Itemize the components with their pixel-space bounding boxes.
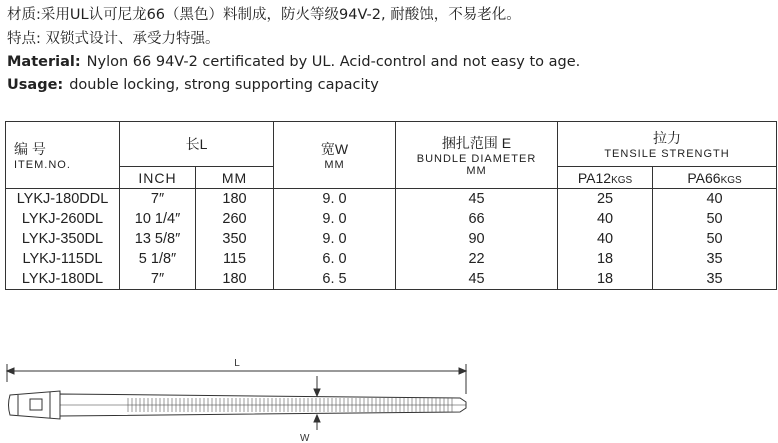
pa12-unit: KGS <box>611 174 633 186</box>
material-cn-text: 采用UL认可尼龙66（黑色）料制成，防火等级94V-2, 耐酸蚀，不易老化。 <box>40 7 521 23</box>
pa12-cell: 25 <box>558 189 653 210</box>
usage-en-text: double locking, strong supporting capacity <box>69 77 379 93</box>
material-cn-line <box>7 3 521 24</box>
item-header-cn: 编 号 <box>14 141 46 157</box>
tie-head <box>9 391 61 419</box>
length-header: 长L <box>120 122 274 167</box>
pa12-cell: 18 <box>558 269 653 290</box>
item-cell: LYKJ-180DL <box>6 269 120 290</box>
material-en-line <box>7 54 580 70</box>
pa66-cell: 50 <box>653 209 777 229</box>
width-header-unit: MM <box>324 159 345 171</box>
pa12-header <box>558 167 653 189</box>
width-header <box>274 122 396 189</box>
length-inch-header: INCH <box>120 167 196 189</box>
pa66-cell: 35 <box>653 249 777 269</box>
table-row <box>6 269 777 290</box>
width-cell: 9. 0 <box>274 229 396 249</box>
item-header <box>6 122 120 189</box>
mm-cell: 180 <box>196 269 274 290</box>
table-row <box>6 229 777 249</box>
material-en-text: Nylon 66 94V-2 certificated by UL. Acid-control and not easy to age. <box>86 54 581 70</box>
bundle-cell: 22 <box>396 249 558 269</box>
item-cell: LYKJ-180DDL <box>6 189 120 210</box>
pa12-cell: 40 <box>558 209 653 229</box>
inch-cell: 7″ <box>120 189 196 210</box>
width-cell: 6. 5 <box>274 269 396 290</box>
feature-cn-text: 双锁式设计、承受力特强。 <box>45 31 220 47</box>
item-cell: LYKJ-350DL <box>6 229 120 249</box>
usage-en-line <box>7 77 379 93</box>
item-header-en: ITEM.NO. <box>14 159 71 171</box>
mm-cell: 180 <box>196 189 274 210</box>
mm-cell: 350 <box>196 229 274 249</box>
cable-tie-drawing <box>0 348 778 443</box>
width-header-title: 宽W <box>320 141 349 157</box>
pa66-cell: 40 <box>653 189 777 210</box>
inch-cell: 13 5/8″ <box>120 229 196 249</box>
table-row <box>6 249 777 269</box>
table-row <box>6 209 777 229</box>
inch-cell: 10 1/4″ <box>120 209 196 229</box>
feature-cn-line <box>7 27 220 48</box>
bundle-cell: 90 <box>396 229 558 249</box>
pa66-cell: 50 <box>653 229 777 249</box>
inch-cell: 7″ <box>120 269 196 290</box>
item-cell: LYKJ-115DL <box>6 249 120 269</box>
feature-cn-label: 特点: <box>7 31 41 47</box>
pa12-cell: 18 <box>558 249 653 269</box>
material-en-label: Material: <box>7 54 81 70</box>
pa66-label: PA66 <box>687 169 721 186</box>
table-row <box>6 189 777 210</box>
mm-cell: 115 <box>196 249 274 269</box>
width-label: W <box>300 433 310 443</box>
bundle-header-en: BUNDLE DIAMETER <box>416 153 537 165</box>
item-cell: LYKJ-260DL <box>6 209 120 229</box>
width-cell: 6. 0 <box>274 249 396 269</box>
bundle-cell: 66 <box>396 209 558 229</box>
bundle-header-unit: MM <box>466 165 487 177</box>
bundle-cell: 45 <box>396 189 558 210</box>
bundle-header-cn: 捆扎范围 E <box>441 135 512 151</box>
pa66-unit: KGS <box>720 174 742 186</box>
pa66-cell: 35 <box>653 269 777 290</box>
usage-en-label: Usage: <box>7 77 64 93</box>
tensile-header-cn: 拉力 <box>653 130 682 146</box>
length-label: L <box>234 358 240 369</box>
material-cn-label: 材质: <box>7 7 41 23</box>
bundle-header <box>396 122 558 189</box>
pa12-label: PA12 <box>577 169 612 186</box>
length-mm-header: MM <box>196 167 274 189</box>
tie-strap <box>60 394 466 416</box>
tensile-header-en: TENSILE STRENGTH <box>604 148 730 160</box>
width-cell: 9. 0 <box>274 189 396 210</box>
bundle-cell: 45 <box>396 269 558 290</box>
inch-cell: 5 1/8″ <box>120 249 196 269</box>
pa66-header <box>653 167 777 189</box>
pa12-cell: 40 <box>558 229 653 249</box>
width-cell: 9. 0 <box>274 209 396 229</box>
spec-table <box>5 121 777 290</box>
tensile-header <box>558 122 777 167</box>
mm-cell: 260 <box>196 209 274 229</box>
